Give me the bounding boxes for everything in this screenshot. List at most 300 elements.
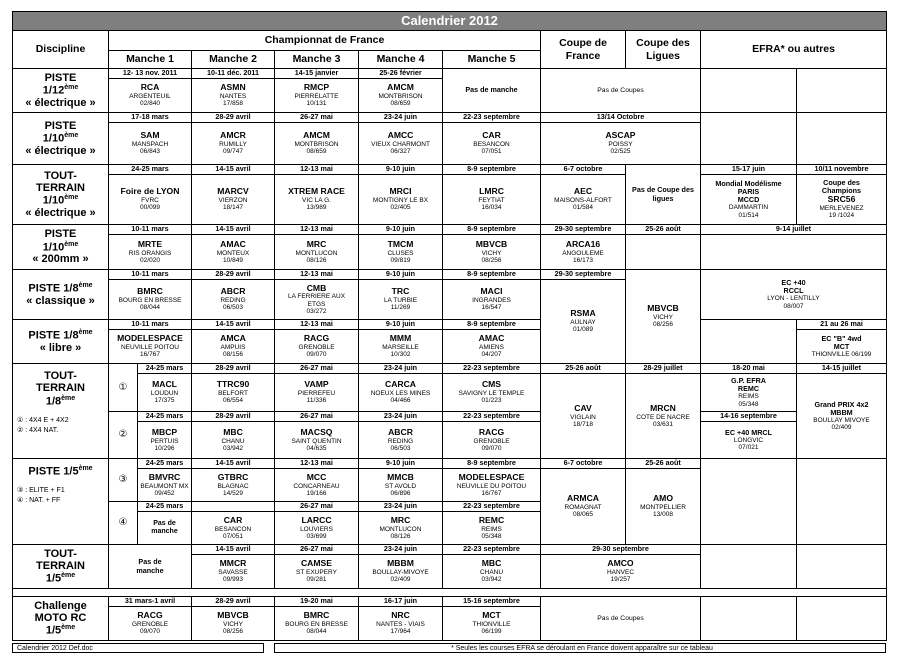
club-cell — [442, 122, 541, 165]
cell-text: ABCR — [388, 426, 413, 437]
cell-text: 06/843 — [140, 148, 160, 156]
cell-text: REIMS — [738, 393, 759, 401]
discipline-text: PISTE 1/8 — [28, 329, 79, 342]
cell-text: 10/296 — [154, 444, 175, 452]
discipline-line — [46, 572, 75, 585]
discipline-text: PISTE — [44, 119, 77, 132]
discipline-text: « classique » — [26, 294, 95, 307]
date-cell: 14-15 avril — [191, 224, 275, 235]
club-cell — [274, 511, 359, 545]
cell-text: Pas de manche — [151, 520, 178, 535]
club-cell — [108, 606, 192, 641]
date-cell: 24-25 mars — [137, 411, 192, 422]
coupe-france-cell — [540, 468, 626, 545]
date-cell: 23-24 juin — [358, 544, 443, 555]
club-cell — [191, 78, 275, 113]
efra-empty — [796, 112, 887, 165]
cell-text: 19/166 — [306, 489, 327, 497]
header-efra: EFRA* ou autres — [700, 30, 887, 69]
cell-text: RACG — [303, 333, 330, 344]
circle-marker: ④ — [108, 501, 138, 545]
cell-text: TMCM — [387, 238, 414, 249]
cell-text: RACG — [478, 426, 505, 437]
club-cell — [358, 554, 443, 589]
discipline-line — [45, 72, 77, 84]
cell-text: NANTES - VIAIS — [376, 621, 425, 629]
club-cell — [358, 606, 443, 641]
note: ② : 4X4 NAT. — [17, 427, 59, 435]
club-cell — [274, 78, 359, 113]
cell-text: 13/008 — [653, 511, 673, 519]
date-cell: 26-27 mai — [274, 501, 359, 512]
cell-text: 06/896 — [390, 489, 411, 497]
efra-cell — [796, 329, 887, 364]
cell-text: GRENOBLE — [473, 437, 510, 445]
date-cell: 13/14 Octobre — [540, 112, 701, 123]
date-cell: 28-29 avril — [191, 596, 275, 607]
cell-text: RUMILLY — [219, 141, 247, 149]
cell-text: CHANU — [479, 569, 504, 577]
discipline-label — [12, 68, 109, 113]
date-cell: 8-9 septembre — [442, 269, 541, 280]
cell-text: 04/466 — [390, 397, 411, 405]
cell-text: MARSEILLE — [382, 344, 419, 352]
cell-text: CARCA — [384, 379, 417, 390]
date-cell: 28-29 avril — [191, 269, 275, 280]
date-cell: 29-30 septembre — [540, 544, 701, 555]
cell-text: 03/272 — [306, 307, 327, 315]
date-cell: 9-10 juin — [358, 458, 443, 469]
date-cell: 9-14 juillet — [700, 224, 887, 235]
cell-text: MRC — [390, 514, 411, 525]
discipline-label — [12, 319, 109, 364]
discipline-text: « électrique » — [25, 144, 96, 157]
club-cell — [442, 554, 541, 589]
cell-text: G.P. EFRA — [730, 376, 766, 386]
header-manche: Manche 5 — [442, 50, 541, 69]
discipline-line — [28, 329, 92, 342]
club-cell — [191, 234, 275, 270]
cell-text: VIC LA G. — [302, 197, 331, 205]
cell-text: MMCB — [387, 471, 414, 482]
cell-text: REMC — [737, 384, 760, 394]
cell-text: 17/858 — [223, 100, 243, 108]
discipline-text: Challenge — [34, 599, 87, 612]
coupe-france-cell — [540, 279, 626, 364]
club-cell — [442, 329, 541, 364]
discipline-text: PISTE — [44, 228, 77, 241]
discipline-label — [12, 269, 109, 320]
discipline-label — [12, 112, 109, 165]
cell-text: MONTLUCON — [295, 249, 338, 257]
discipline-label — [12, 363, 109, 459]
discipline-line — [46, 624, 75, 637]
club-cell — [274, 373, 359, 412]
cell-text: RIS ORANGIS — [128, 249, 172, 257]
discipline-line — [35, 612, 87, 624]
cell-text: 06/327 — [390, 148, 411, 156]
cell-text: CLUSES — [387, 249, 414, 257]
date-cell: 22-23 septembre — [442, 112, 541, 123]
cell-text: 03/942 — [481, 576, 502, 584]
club-cell — [137, 511, 192, 545]
club-cell — [191, 373, 275, 412]
cell-text: 00/099 — [140, 204, 160, 212]
discipline-label — [12, 164, 109, 225]
cell-text: NEUVILLE POITOU — [120, 344, 180, 352]
cell-text: AMO — [652, 493, 674, 504]
date-cell: 23-24 juin — [358, 363, 443, 374]
date-cell: 16-17 juin — [358, 596, 443, 607]
cell-text: AMAC — [220, 238, 246, 249]
discipline-text: « électrique » — [25, 207, 96, 220]
cell-text: TTRC90 — [216, 379, 250, 390]
date-cell: 9-10 juin — [358, 269, 443, 280]
note: ① : 4X4 E + 4X2 — [17, 416, 69, 424]
club-cell — [108, 279, 192, 320]
cell-text: 09/452 — [154, 489, 175, 497]
discipline-line — [45, 120, 77, 132]
cell-no-cups: Pas de Coupes — [540, 68, 701, 113]
cell-text: AMAC — [478, 333, 505, 344]
cell-text: LA FERRIERE AUX — [287, 293, 346, 301]
cell-text: VIERZON — [218, 197, 248, 205]
club-cell — [274, 468, 359, 502]
cell-text: 16/767 — [140, 351, 160, 359]
cell-text: PARIS — [737, 187, 760, 197]
cell-text: MONTIGNY LE BX — [372, 197, 429, 205]
date-cell: 12-13 mai — [274, 319, 359, 330]
cell-text: RCCL — [783, 286, 804, 296]
discipline-notes — [13, 416, 69, 437]
date-cell: 12-13 mai — [274, 458, 359, 469]
date-cell: 17-18 mars — [108, 112, 192, 123]
cell-text: AMCO — [607, 558, 634, 569]
cell-text: NEUVILLE DU POITOU — [456, 482, 527, 490]
cell-text: FEYTIAT — [478, 197, 505, 205]
coupe-ligues-cell — [625, 373, 701, 459]
cell-text: MBBM — [387, 558, 414, 569]
date-cell: 18-20 mai — [700, 363, 797, 374]
superscript: ème — [64, 194, 79, 202]
cell-text: LYON - LENTILLY — [767, 295, 820, 303]
header-coupe-ligues: Coupe des Ligues — [625, 30, 701, 69]
date-cell: 29-30 septembre — [540, 269, 626, 280]
date-cell: 23-24 juin — [358, 411, 443, 422]
cell-text: 01/584 — [573, 204, 593, 212]
discipline-text: TOUT- — [44, 370, 77, 382]
cell-text: SRC56 — [827, 194, 856, 205]
discipline-line — [28, 282, 92, 295]
cell-text: SAVIGNY LE TEMPLE — [458, 390, 525, 398]
cell-text: MAISONS-ALFORT — [554, 197, 612, 205]
circle-marker: ③ — [108, 458, 138, 502]
cell-text: MCCD — [737, 195, 760, 205]
club-cell — [274, 122, 359, 165]
cell-text: Champions — [821, 186, 862, 196]
club-cell — [108, 329, 192, 364]
cell-text: CAV — [574, 402, 592, 413]
club-cell — [274, 421, 359, 459]
cell-text: CONCARNEAU — [293, 482, 340, 490]
date-cell: 26-27 mai — [274, 544, 359, 555]
discipline-text: TOUT- — [44, 169, 77, 182]
discipline-line — [32, 253, 88, 265]
discipline-line — [43, 194, 78, 207]
date-cell: 28-29 avril — [191, 363, 275, 374]
cell-text: 19 /1024 — [828, 212, 855, 220]
date-cell: 29-30 septembre — [540, 224, 626, 235]
cell-text: 09/819 — [390, 256, 411, 264]
club-cell — [358, 122, 443, 165]
date-cell: 31 mars-1 avril — [108, 596, 192, 607]
date-cell: 24-25 mars — [108, 164, 192, 175]
cell-text: GTBRC — [217, 471, 249, 482]
cell-text: MACI — [480, 286, 503, 297]
coupe-ligues-cell: Pas de Coupe des ligues — [625, 164, 701, 225]
cell-text: MRTE — [137, 238, 163, 249]
cell-text: LOUDUN — [150, 390, 179, 398]
cell-text: MACL — [152, 379, 177, 390]
cell-text: 09/070 — [481, 444, 502, 452]
cell-text: 07/051 — [223, 532, 243, 540]
cell-text: BOURG EN BRESSE — [118, 297, 182, 305]
club-cell — [358, 468, 443, 502]
club-cell — [191, 511, 275, 545]
cell-text: REDING — [220, 297, 246, 305]
cell-no-cups: Pas de Coupes — [540, 596, 701, 641]
club-cell — [358, 373, 443, 412]
discipline-text: 1/5 — [45, 572, 62, 585]
discipline-text: 1/5 — [45, 624, 62, 637]
cell-text: CAMSE — [300, 558, 333, 569]
date-cell: 25-26 février — [358, 68, 443, 79]
date-cell: 14-15 avril — [191, 544, 275, 555]
club-cell — [358, 234, 443, 270]
cell-text: MONTEUX — [216, 249, 250, 257]
cell-text: 11/269 — [390, 304, 411, 312]
discipline-text: PISTE — [44, 71, 77, 84]
efra-empty — [700, 458, 797, 545]
cell-text: 04/635 — [306, 444, 327, 452]
cell-text: 01/223 — [481, 397, 502, 405]
cell-text: SAVASSE — [218, 569, 248, 577]
cell-text: 06/199 — [481, 628, 502, 636]
date-cell: 22-23 septembre — [442, 501, 541, 512]
cell-text: 08/044 — [306, 628, 327, 636]
date-cell: 28-29 avril — [191, 112, 275, 123]
date-cell: 12-13 mai — [274, 164, 359, 175]
club-cell — [108, 174, 192, 225]
cell-text: MCC — [306, 471, 327, 482]
date-cell: 25-26 août — [625, 458, 701, 469]
cell-text: MARCV — [217, 186, 249, 197]
cell-text: BEAUMONT MX — [140, 482, 189, 490]
cell-text: AMIENS — [479, 344, 504, 352]
discipline-line — [36, 182, 85, 194]
superscript: ème — [61, 624, 76, 632]
cell-text: XTREM RACE — [288, 186, 345, 197]
date-cell: 9-10 juin — [358, 224, 443, 235]
cell-text: BESANCON — [473, 141, 510, 149]
date-cell: 26-27 mai — [274, 363, 359, 374]
cell-text: 01/089 — [573, 326, 593, 334]
footer-note: * Seules les courses EFRA se déroulant en France doivent apparaître sur ce tableau — [274, 643, 886, 653]
discipline-line — [34, 600, 87, 612]
discipline-text: TERRAIN — [36, 181, 85, 194]
club-cell — [191, 421, 275, 459]
discipline-line — [36, 560, 85, 572]
date-cell: 22-23 septembre — [442, 411, 541, 422]
cell-text: 10/131 — [306, 100, 327, 108]
date-cell: 28-29 juillet — [625, 363, 701, 374]
club-cell — [442, 174, 541, 225]
date-cell: 14-15 avril — [191, 458, 275, 469]
circle-marker: ② — [108, 411, 138, 459]
cell-text: 02/409 — [390, 576, 411, 584]
cell-text: VIEUX CHARMONT — [371, 141, 430, 149]
discipline-line — [43, 132, 78, 145]
cell-text: 09/281 — [306, 576, 327, 584]
club-cell — [274, 234, 359, 270]
discipline-line — [45, 228, 77, 240]
date-cell: 22-23 septembre — [442, 544, 541, 555]
cell-text: ARCA16 — [565, 238, 601, 249]
club-cell — [358, 421, 443, 459]
cell-text: AMCR — [220, 130, 246, 141]
club-cell — [442, 421, 541, 459]
club-cell — [137, 373, 192, 412]
header-manche: Manche 1 — [108, 50, 192, 69]
cell-text: 08/126 — [390, 532, 411, 540]
date-cell: 15-16 septembre — [442, 596, 541, 607]
cell-text: EC +40 MRCL — [725, 427, 772, 437]
efra-empty — [796, 458, 887, 545]
club-cell — [540, 554, 701, 589]
cell-text: 08/126 — [306, 256, 327, 264]
cell-text: 07/051 — [481, 148, 502, 156]
cell-text: 16/173 — [573, 256, 593, 264]
date-cell: 19-20 mai — [274, 596, 359, 607]
coupe-ligues-cell — [625, 468, 701, 545]
efra-empty — [700, 68, 797, 113]
cell-text: ARMCA — [567, 493, 599, 504]
discipline-text: « libre » — [39, 341, 82, 354]
efra-empty — [700, 544, 797, 589]
cell-text: MRCN — [650, 402, 676, 413]
cell-text: Coupe des — [823, 178, 860, 188]
cell-text: MONTBRISON — [294, 141, 339, 149]
date-cell: 26-27 mai — [274, 112, 359, 123]
cell-text: MONTBRISON — [378, 93, 423, 101]
cell-text: 04/207 — [481, 351, 502, 359]
cell-text: 05/348 — [481, 532, 502, 540]
discipline-line — [46, 395, 75, 408]
discipline-text: 1/12 — [42, 84, 65, 97]
discipline-text: 1/10 — [42, 241, 65, 254]
date-cell: 24-25 mars — [137, 363, 192, 374]
cell-text: ABCR — [220, 286, 246, 297]
cell-text: BESANCON — [214, 525, 252, 533]
discipline-line — [25, 145, 95, 157]
cell-text: MBVCB — [475, 238, 508, 249]
coupe-ligues-cell — [625, 269, 701, 364]
efra-empty — [700, 596, 797, 641]
cell-text: BMVRC — [148, 471, 181, 482]
cell-text: RACG — [137, 610, 163, 621]
date-cell: 14-15 avril — [191, 164, 275, 175]
cell-text: GRENOBLE — [131, 621, 169, 629]
cell-text: MRCI — [389, 186, 412, 197]
efra-cell — [700, 269, 887, 320]
cell-text: INGRANDES — [472, 297, 511, 305]
cell-text: GRENOBLE — [298, 344, 335, 352]
cell-text: ST AVOLD — [384, 482, 417, 490]
cell-text: AEC — [573, 186, 593, 197]
cell-text: MODELESPACE — [458, 471, 525, 482]
cell-text: 08/044 — [140, 304, 160, 312]
cell-text: COTE DE NACRE — [636, 413, 690, 421]
cell-text: AMPUIS — [220, 344, 246, 352]
empty-cell — [625, 234, 701, 270]
cell-text: FVRC — [141, 197, 159, 205]
superscript: ème — [61, 394, 76, 402]
club-cell — [358, 78, 443, 113]
cell-text: ANGOULEME — [562, 249, 604, 257]
club-cell — [274, 606, 359, 641]
club-cell — [358, 329, 443, 364]
cell-text: MONTLUCON — [379, 525, 422, 533]
date-cell: 8-9 septembre — [442, 224, 541, 235]
cell-text: MONTPELLIER — [640, 504, 686, 512]
club-cell — [191, 174, 275, 225]
cell-text: 17/375 — [154, 397, 175, 405]
club-cell — [358, 279, 443, 320]
cell-text: 08/256 — [223, 628, 243, 636]
date-cell: 8-9 septembre — [442, 164, 541, 175]
date-cell: 14-15 janvier — [274, 68, 359, 79]
cell-text: 01/514 — [738, 211, 759, 219]
cell-text: 02/840 — [140, 100, 160, 108]
cell-text: CMS — [481, 379, 502, 390]
club-cell — [442, 606, 541, 641]
cell-text: MCT — [482, 610, 501, 621]
efra-cell — [700, 174, 797, 225]
cell-text: 16/547 — [481, 304, 502, 312]
club-cell — [191, 606, 275, 641]
cell-text: BOULLAY MIVOYE — [813, 416, 870, 424]
superscript: ème — [64, 132, 79, 140]
cell-text: Grand PRIX 4x2 — [814, 399, 869, 409]
cell-text: EC +40 — [781, 278, 806, 288]
date-cell: 14-16 septembre — [700, 411, 797, 422]
discipline-label — [12, 544, 109, 589]
cell-text: 02/409 — [831, 424, 852, 432]
cell-text: MBBM — [830, 407, 853, 417]
club-cell — [442, 373, 541, 412]
cell-text: 18/718 — [573, 420, 593, 428]
superscript: ème — [61, 572, 76, 580]
superscript: ème — [78, 281, 93, 289]
page-title: Calendrier 2012 — [12, 11, 887, 31]
date-cell: 23-24 juin — [358, 501, 443, 512]
cell-text: 03/699 — [306, 532, 327, 540]
club-cell — [137, 468, 192, 502]
discipline-notes — [13, 486, 65, 507]
cell-text: MANSPACH — [131, 141, 169, 149]
cell-text: DAMMARTIN — [728, 204, 769, 212]
date-cell: 24-25 mars — [137, 458, 192, 469]
